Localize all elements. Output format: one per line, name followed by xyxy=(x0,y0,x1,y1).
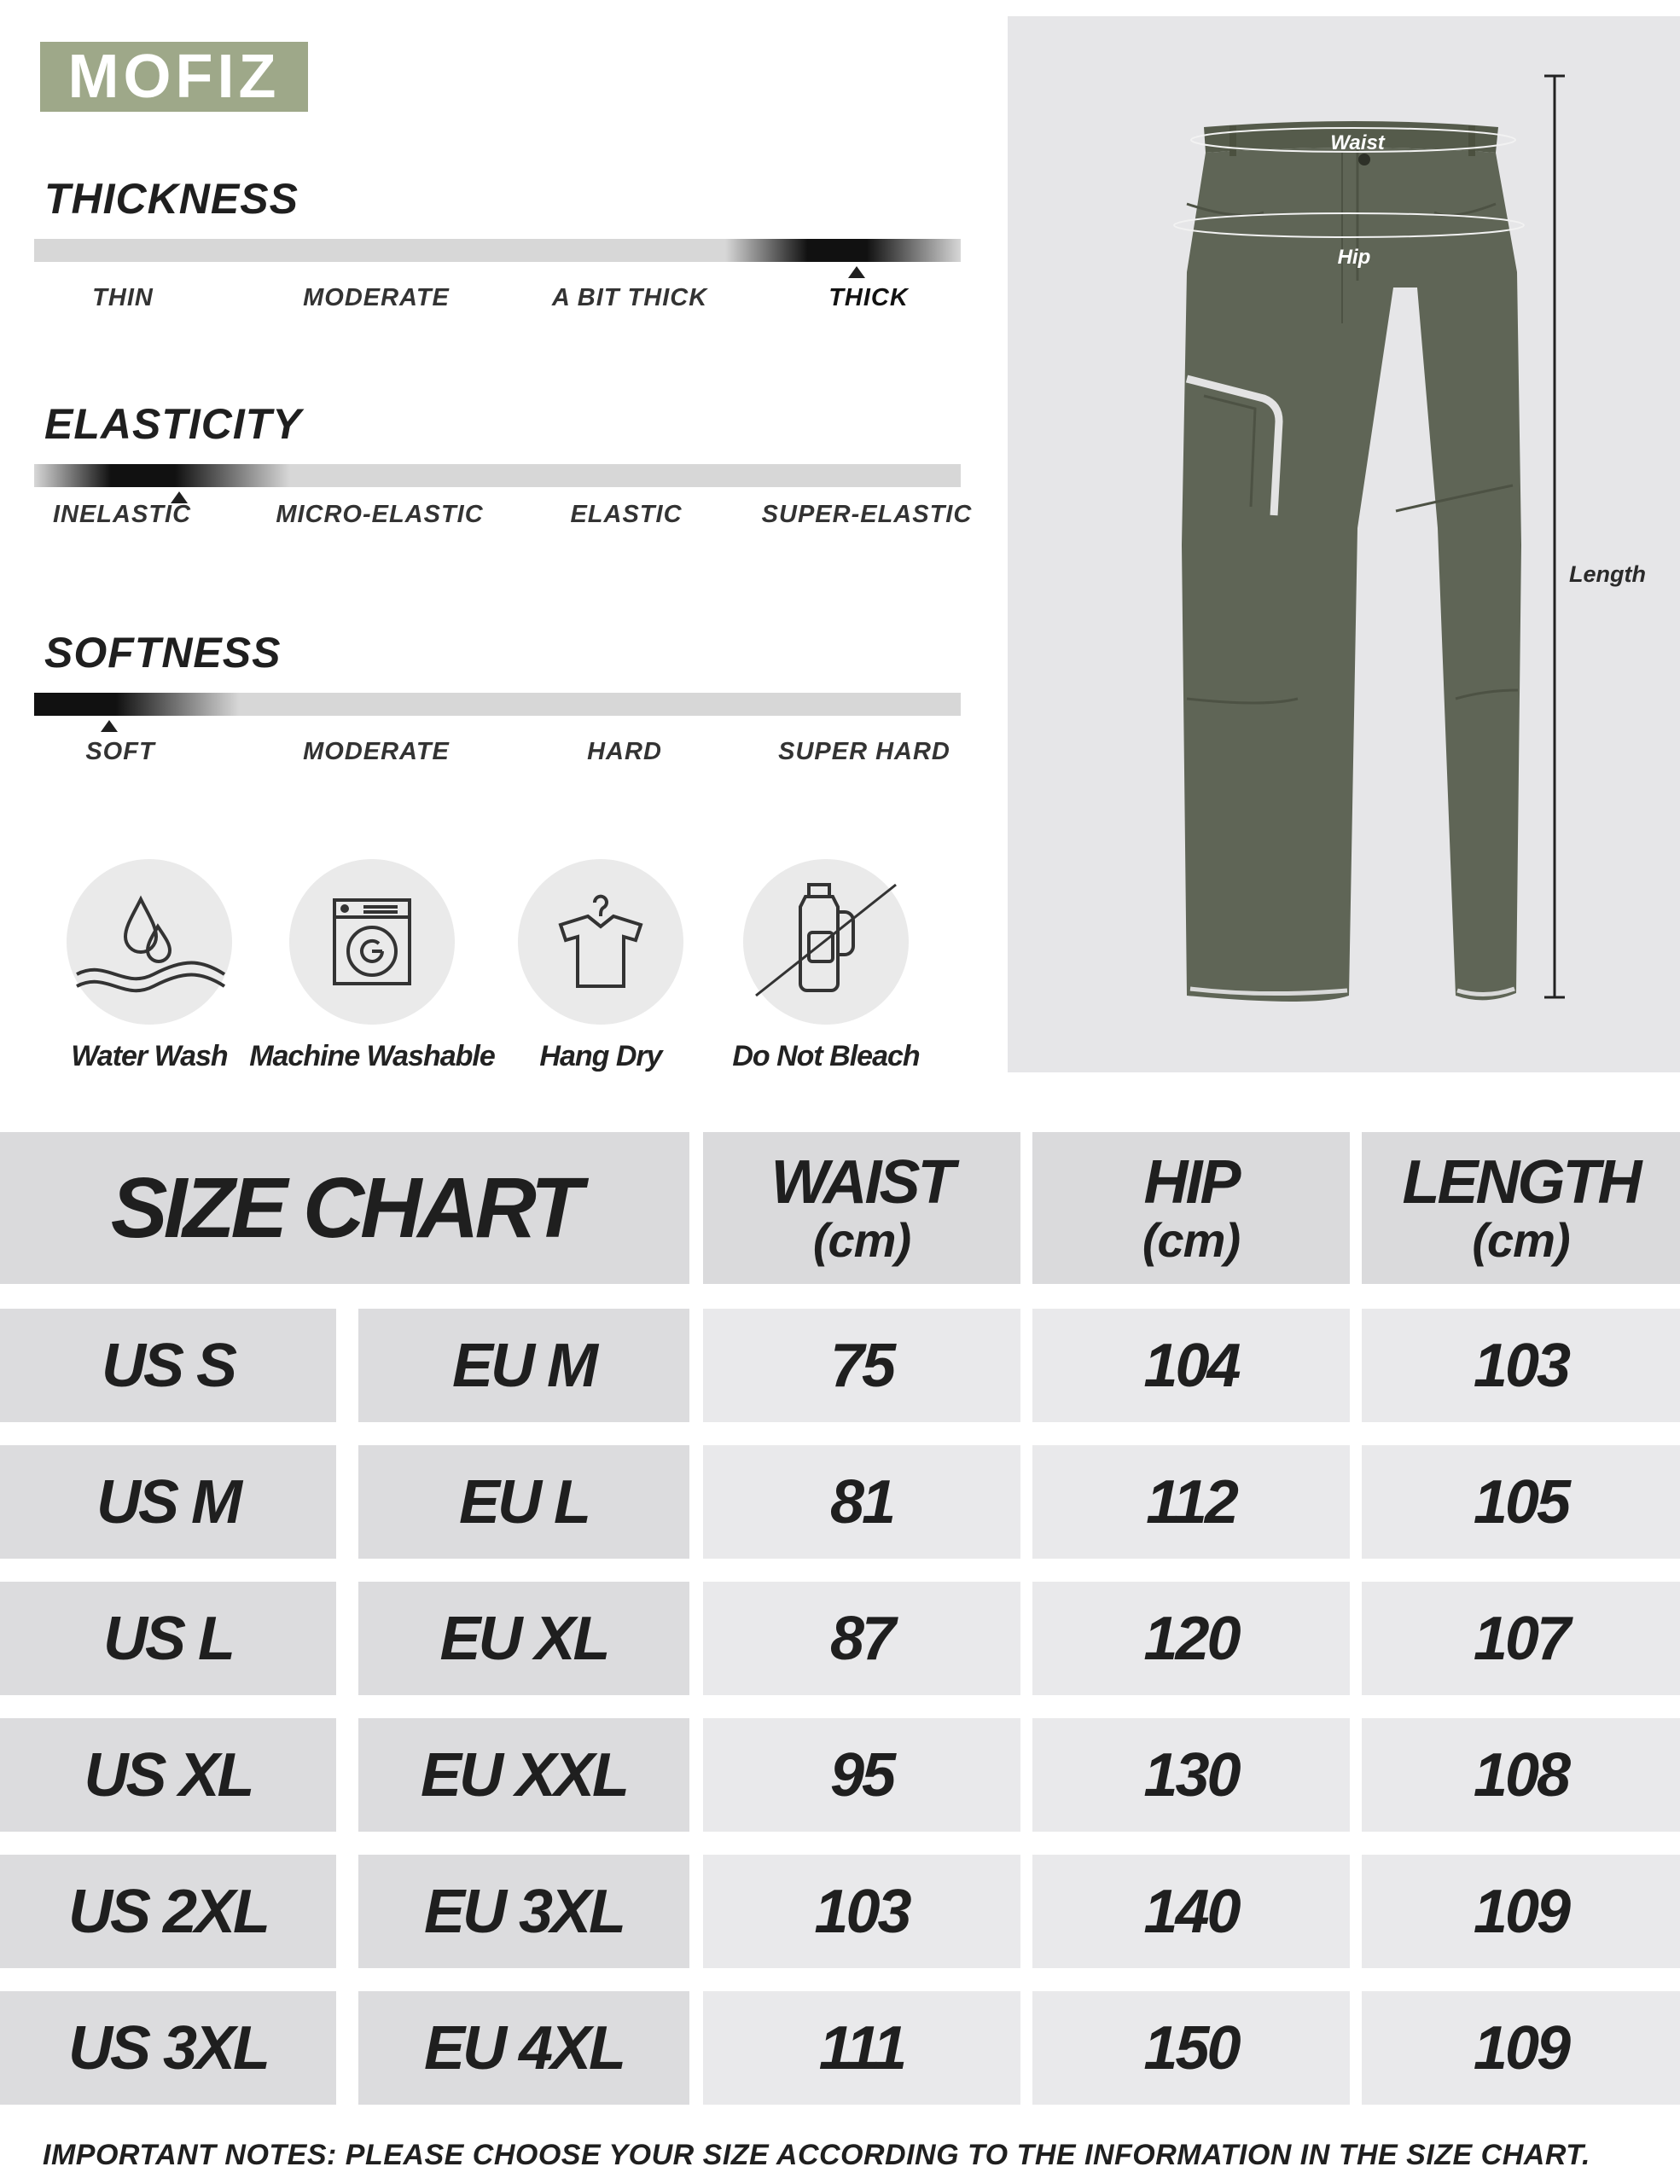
column-header-hip-unit: (cm) xyxy=(1142,1213,1241,1267)
column-header-length-unit: (cm) xyxy=(1472,1213,1570,1267)
cell-waist: 111 xyxy=(703,1991,1020,2105)
cell-waist: 103 xyxy=(703,1855,1020,1968)
thickness-indicator-icon xyxy=(848,266,865,278)
cell-hip: 140 xyxy=(1032,1855,1350,1968)
cell-us: US L xyxy=(0,1582,336,1695)
thickness-title: THICKNESS xyxy=(44,175,299,223)
water-drops-icon xyxy=(67,859,232,1025)
care-do-not-bleach xyxy=(698,859,954,1073)
care-water-wash xyxy=(21,859,277,1073)
cell-waist: 87 xyxy=(703,1582,1020,1695)
cell-eu: EU XXL xyxy=(358,1718,689,1832)
elasticity-label-super-elastic: SUPER-ELASTIC xyxy=(761,501,973,528)
softness-title: SOFTNESS xyxy=(44,629,282,677)
column-header-length-name: LENGTH xyxy=(1402,1148,1640,1217)
cell-eu: EU 4XL xyxy=(358,1991,689,2105)
size-chart-title: SIZE CHART xyxy=(110,1160,579,1256)
size-chart-title-cell xyxy=(0,1132,689,1284)
column-header-waist-unit: (cm) xyxy=(812,1213,911,1267)
cell-waist: 81 xyxy=(703,1445,1020,1559)
cell-us: US 2XL xyxy=(0,1855,336,1968)
cell-us: US XL xyxy=(0,1718,336,1832)
cell-length: 105 xyxy=(1362,1445,1680,1559)
thickness-bar xyxy=(34,239,961,262)
cell-eu: EU M xyxy=(358,1309,689,1422)
cell-hip: 150 xyxy=(1032,1991,1350,2105)
cell-length: 109 xyxy=(1362,1991,1680,2105)
cell-eu: EU L xyxy=(358,1445,689,1559)
cell-us: US M xyxy=(0,1445,336,1559)
softness-label-moderate: MODERATE xyxy=(303,738,450,765)
cell-us: US S xyxy=(0,1309,336,1422)
care-label-machine-washable: Machine Washable xyxy=(249,1040,495,1072)
waist-label: Waist xyxy=(1330,131,1385,154)
cell-hip: 112 xyxy=(1032,1445,1350,1559)
softness-label-soft: SOFT xyxy=(85,738,155,765)
brand-logo xyxy=(40,42,308,112)
cell-hip: 130 xyxy=(1032,1718,1350,1832)
length-label: Length xyxy=(1569,561,1646,587)
softness-label-hard: HARD xyxy=(587,738,662,765)
brand-name: MOFIZ xyxy=(67,43,281,111)
cell-length: 107 xyxy=(1362,1582,1680,1695)
thickness-label-a-bit-thick: A BIT THICK xyxy=(551,284,708,311)
cell-eu: EU 3XL xyxy=(358,1855,689,1968)
thickness-label-thin: THIN xyxy=(92,284,154,311)
washing-machine-icon xyxy=(289,859,455,1025)
cell-us: US 3XL xyxy=(0,1991,336,2105)
elasticity-bar xyxy=(34,464,961,487)
elasticity-label-elastic: ELASTIC xyxy=(570,501,683,528)
thickness-label-thick: THICK xyxy=(828,284,909,311)
no-bleach-icon xyxy=(743,859,909,1025)
hanging-shirt-icon xyxy=(518,859,683,1025)
cell-hip: 120 xyxy=(1032,1582,1350,1695)
thickness-label-moderate: MODERATE xyxy=(303,284,450,311)
column-header-hip xyxy=(1032,1132,1350,1284)
elasticity-label-inelastic: INELASTIC xyxy=(52,501,192,528)
cell-hip: 104 xyxy=(1032,1309,1350,1422)
column-header-hip-name: HIP xyxy=(1143,1148,1239,1217)
care-label-hang-dry: Hang Dry xyxy=(539,1040,662,1072)
softness-label-super-hard: SUPER HARD xyxy=(778,738,950,765)
care-hang-dry xyxy=(473,859,729,1073)
important-notes: IMPORTANT NOTES: PLEASE CHOOSE YOUR SIZE ACCORDING TO THE INFORMATION IN THE SIZE CHART. xyxy=(43,2139,1590,2171)
softness-indicator-icon xyxy=(101,720,118,732)
elasticity-label-micro-elastic: MICRO-ELASTIC xyxy=(276,501,484,528)
hip-label: Hip xyxy=(1337,246,1371,269)
cell-eu: EU XL xyxy=(358,1582,689,1695)
cell-waist: 75 xyxy=(703,1309,1020,1422)
product-photo-panel xyxy=(1008,16,1680,1072)
length-measure-line xyxy=(1544,76,1565,997)
cell-length: 109 xyxy=(1362,1855,1680,1968)
cell-length: 108 xyxy=(1362,1718,1680,1832)
column-header-waist xyxy=(703,1132,1020,1284)
care-label-water-wash: Water Wash xyxy=(71,1040,228,1072)
column-header-length xyxy=(1362,1132,1680,1284)
elasticity-title: ELASTICITY xyxy=(44,400,302,448)
care-machine-washable xyxy=(244,859,500,1073)
care-label-do-not-bleach: Do Not Bleach xyxy=(732,1040,920,1072)
column-header-waist-name: WAIST xyxy=(770,1148,953,1217)
cell-length: 103 xyxy=(1362,1309,1680,1422)
pants-diagram xyxy=(1008,16,1680,1072)
softness-bar xyxy=(34,693,961,716)
cell-waist: 95 xyxy=(703,1718,1020,1832)
